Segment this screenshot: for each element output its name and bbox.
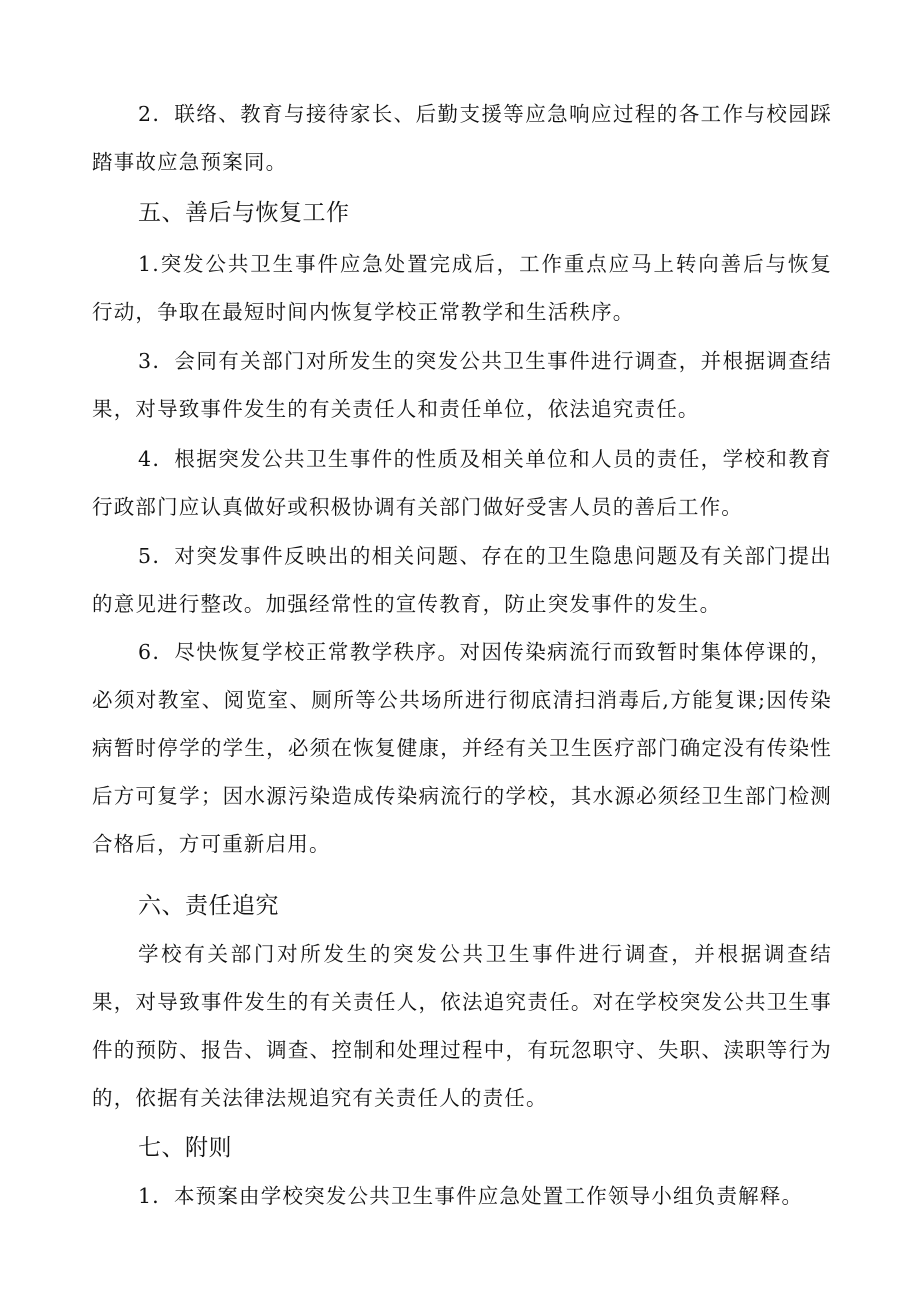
paragraph-liaison: 2．联络、教育与接待家长、后勤支援等应急响应过程的各工作与校园踩踏事故应急预案同。 xyxy=(92,102,832,174)
paragraph-aftermath-5: 5．对突发事件反映出的相关问题、存在的卫生隐患问题及有关部门提出的意见进行整改。加强经常性的宣传教育，防止突发事件的发生。 xyxy=(92,544,832,616)
paragraph-aftermath-4: 4．根据突发公共卫生事件的性质及相关单位和人员的责任，学校和教育行政部门应认真做好或积极协调有关部门做好受害人员的善后工作。 xyxy=(92,447,832,519)
paragraph-supplementary-1: 1．本预案由学校突发公共卫生事件应急处置工作领导小组负责解释。 xyxy=(138,1184,804,1208)
section-heading-accountability: 六、责任追究 xyxy=(138,893,279,919)
section-heading-aftermath: 五、善后与恢复工作 xyxy=(138,200,350,226)
paragraph-aftermath-6: 6．尽快恢复学校正常教学秩序。对因传染病流行而致暂时集体停课的，必须对教室、阅览室、厕所等公共场所进行彻底清扫消毒后,方能复课;因传染病暂时停学的学生，必须在恢复健康，并经有关卫生医疗部门确定没有传染性后方可复学；因水源污染造成传染病流行的学校，其水源必须经卫生部门检测合格后，方可重新启用。 xyxy=(92,640,832,856)
paragraph-aftermath-3: 3．会同有关部门对所发生的突发公共卫生事件进行调查，并根据调查结果，对导致事件发生的有关责任人和责任单位，依法追究责任。 xyxy=(92,349,832,421)
paragraph-aftermath-1: 1.突发公共卫生事件应急处置完成后，工作重点应马上转向善后与恢复行动，争取在最短时间内恢复学校正常教学和生活秩序。 xyxy=(92,252,832,324)
section-heading-supplementary: 七、附则 xyxy=(138,1135,232,1161)
paragraph-accountability: 学校有关部门对所发生的突发公共卫生事件进行调查，并根据调查结果，对导致事件发生的有关责任人，依法追究责任。对在学校突发公共卫生事件的预防、报告、调查、控制和处理过程中，有玩忽职守、失职、渎职等行为的，依据有关法律法规追究有关责任人的责任。 xyxy=(92,942,832,1110)
